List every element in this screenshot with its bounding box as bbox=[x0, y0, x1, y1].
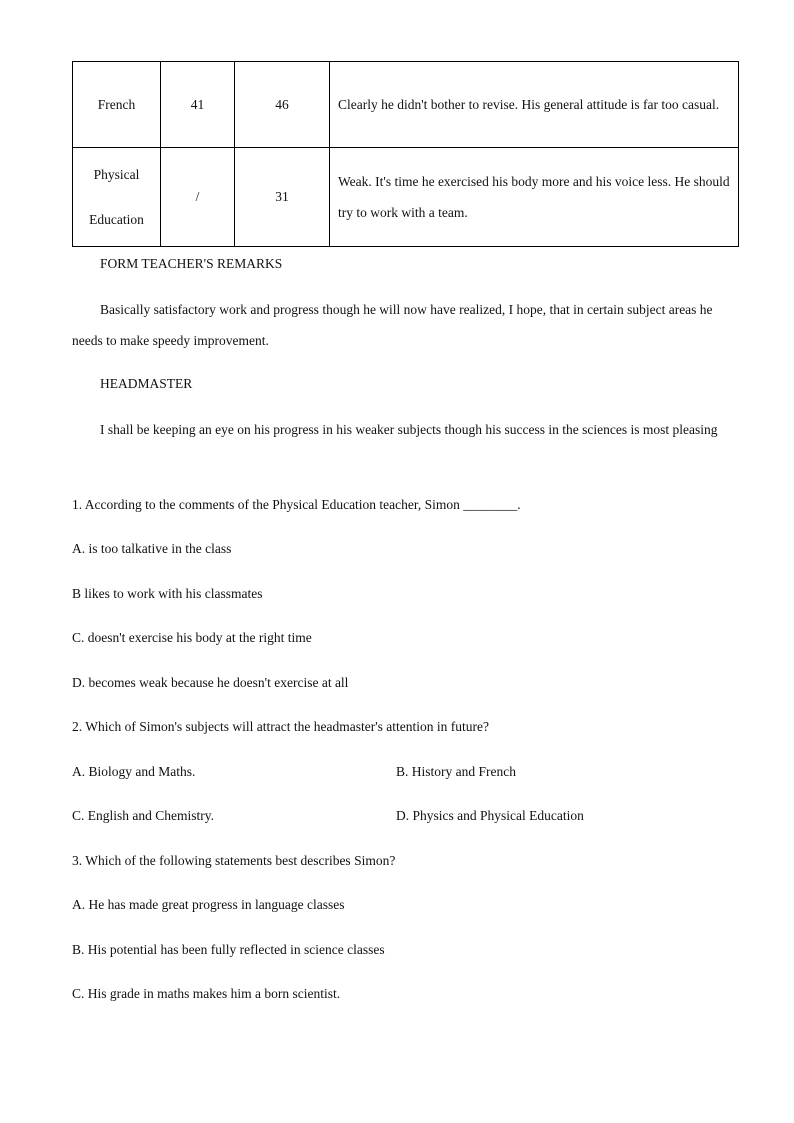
score-cell: 31 bbox=[235, 148, 330, 247]
form-teacher-text: Basically satisfactory work and progress though he will now have realized, I hope, that in certain subject areas he needs to make speedy improvement. bbox=[72, 302, 713, 348]
comment-cell: Weak. It's time he exercised his body more and his voice less. He should try to work with a team. bbox=[330, 148, 739, 247]
question-3-stem: 3. Which of the following statements best describes Simon? bbox=[72, 853, 396, 868]
question-2-option-b: B. History and French bbox=[396, 764, 516, 779]
subject-line: Physical bbox=[93, 167, 140, 182]
question-2-stem: 2. Which of Simon's subjects will attract the headmaster's attention in future? bbox=[72, 719, 490, 734]
report-table bbox=[72, 61, 739, 247]
form-teacher-heading: FORM TEACHER'S REMARKS bbox=[100, 256, 283, 271]
score-cell: / bbox=[161, 148, 235, 247]
subject-cell: French bbox=[73, 62, 161, 148]
question-3-option-b: B. His potential has been fully reflected in science classes bbox=[72, 942, 385, 957]
question-2-option-a: A. Biology and Maths. bbox=[72, 764, 196, 779]
score-cell: 41 bbox=[161, 62, 235, 148]
question-1-option-b: B likes to work with his classmates bbox=[72, 586, 263, 601]
question-3-option-a: A. He has made great progress in language classes bbox=[72, 897, 345, 912]
question-1-stem: 1. According to the comments of the Physical Education teacher, Simon ________. bbox=[72, 497, 521, 512]
question-1-option-c: C. doesn't exercise his body at the right time bbox=[72, 630, 312, 645]
question-1-option-a: A. is too talkative in the class bbox=[72, 541, 232, 556]
comment-cell: Clearly he didn't bother to revise. His general attitude is far too casual. bbox=[330, 62, 739, 148]
headmaster-heading: HEADMASTER bbox=[100, 376, 193, 391]
question-3-option-c: C. His grade in maths makes him a born scientist. bbox=[72, 986, 341, 1001]
question-2-option-d: D. Physics and Physical Education bbox=[396, 808, 584, 823]
table-row bbox=[73, 148, 739, 247]
question-1-option-d: D. becomes weak because he doesn't exercise at all bbox=[72, 675, 349, 690]
score-cell: 46 bbox=[235, 62, 330, 148]
headmaster-text: I shall be keeping an eye on his progress in his weaker subjects though his success in the sciences is most pleasing bbox=[100, 422, 718, 437]
subject-cell bbox=[73, 148, 161, 247]
table-row bbox=[73, 62, 739, 148]
question-2-option-c: C. English and Chemistry. bbox=[72, 808, 214, 823]
subject-line: Education bbox=[89, 212, 144, 227]
